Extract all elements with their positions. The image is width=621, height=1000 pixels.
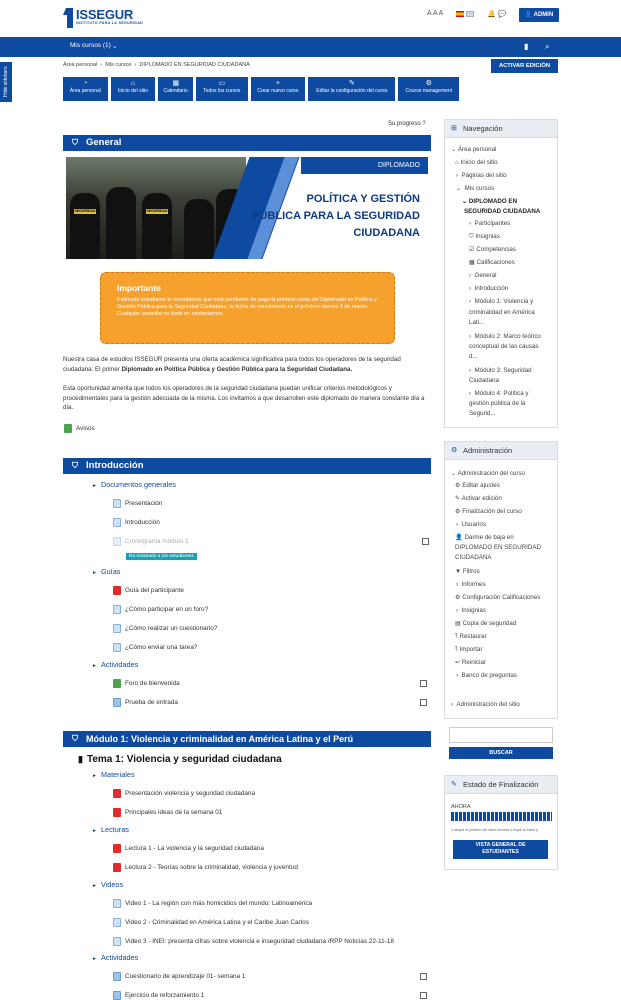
filter-icon: ▼	[455, 568, 462, 575]
completion-checkbox[interactable]	[420, 973, 427, 980]
progress-hint: Coloque el puntero del ratón encima o toque la barra p	[451, 828, 539, 832]
url-icon	[113, 937, 121, 946]
nav-item-current-course-2[interactable]: SEGURIDAD CIUDADANA	[464, 208, 541, 215]
gear-icon: ⚙	[455, 594, 461, 601]
activity-name: Presentación violencia y seguridad ciudadana	[125, 790, 256, 798]
section-title: Introducción	[86, 460, 144, 471]
gear-icon: ⚙	[455, 482, 461, 489]
toolbar-dashboard-button[interactable]	[63, 77, 108, 101]
section-modulo1-header	[63, 731, 431, 747]
my-courses-menu[interactable]: Mis cursos (1)	[70, 42, 111, 49]
admin-label: Darme de baja en	[464, 534, 514, 541]
brand-tagline: INSTITUTO PARA LA SEGURIDAD	[76, 21, 144, 25]
notice-title: Importante	[117, 283, 161, 293]
subsection-actividades[interactable]	[92, 660, 138, 669]
admin-label: Administración del sitio	[456, 701, 520, 708]
list-item[interactable]	[113, 537, 189, 546]
shield-icon: ⛉	[469, 233, 474, 240]
admin-label: Administración del curso	[457, 470, 525, 477]
activity-name: Introducción	[125, 519, 160, 527]
completion-progress-bar[interactable]	[451, 812, 552, 821]
progress-label	[388, 121, 426, 127]
subsection-label: Videos	[100, 880, 124, 889]
avisos-link[interactable]	[64, 424, 95, 433]
nav-item[interactable]: ⌄ Mis cursos	[456, 185, 495, 192]
admin-label: Copia de seguridad	[462, 620, 517, 627]
nav-label: General	[474, 272, 497, 279]
user-icon: 👤	[524, 12, 534, 18]
sitemap-icon: ⊞	[451, 125, 457, 132]
top-header	[0, 0, 621, 37]
nav-item[interactable]: › Páginas del sitio	[456, 172, 507, 179]
language-flags	[456, 11, 474, 17]
activity-name: Cronograma módulo 1	[125, 538, 189, 546]
document-icon	[113, 537, 121, 546]
activity-name: Presentación	[125, 500, 163, 508]
section-general-header	[63, 135, 431, 151]
notifications	[487, 10, 506, 18]
block-title: Navegación	[463, 124, 503, 133]
button-label: VISTA GENERAL DE	[475, 842, 526, 848]
nav-label: DIPLOMADO EN	[468, 198, 518, 205]
activity-name: ¿Cómo participar en un foro?	[125, 606, 209, 614]
nav-item[interactable]: › Participantes	[469, 220, 511, 227]
progress-text: Su progreso	[388, 121, 421, 127]
nav-item[interactable]	[469, 233, 500, 241]
intro-bold: Diplomado en Política Pública y Gestión Pública para la Seguridad Ciudadana.	[121, 365, 353, 373]
admin-item[interactable]	[455, 482, 500, 490]
section-introduccion-header	[63, 458, 431, 474]
list-item[interactable]	[113, 844, 264, 853]
course-toolbar	[63, 77, 459, 101]
subsection-label: Guías	[100, 567, 121, 576]
toolbar-course-settings-button[interactable]	[308, 77, 395, 101]
nav-item-cont[interactable]: conceptual de las causas	[469, 343, 539, 350]
breadcrumb-courses[interactable]: Mis cursos	[105, 62, 132, 68]
toolbar-label: Inicio del sitio	[117, 88, 148, 94]
intro-text: Nuestra casa de estudios ISSEGUR presenta una oferta académica significativa para todos los operadores de la seguridad ciudadana: El primer	[63, 356, 401, 373]
banner-line: CIUDADANA	[353, 227, 420, 239]
admin-item[interactable]	[455, 646, 483, 654]
now-marker: AHORA	[451, 804, 471, 810]
list-item[interactable]	[113, 643, 197, 652]
brand-logo[interactable]	[63, 8, 143, 30]
pencil-icon: ✎	[348, 80, 355, 87]
topic-label: Tema 1: Violencia y seguridad ciudadana	[86, 754, 282, 765]
toolbar-course-management-button[interactable]	[398, 77, 459, 101]
bookmark-icon: ▮	[78, 754, 83, 764]
nav-item[interactable]	[469, 259, 515, 267]
block-header	[445, 776, 557, 794]
caret-right-icon: ►	[92, 663, 97, 669]
activity-name: Video 2 - Criminalidad en América Latina y el Caribe Juan Carlos	[125, 919, 309, 927]
nav-label: Páginas del sitio	[461, 172, 507, 179]
admin-item[interactable]: › Usuarios	[456, 521, 486, 528]
plus-icon: +	[275, 80, 280, 87]
nav-label: Calificaciones	[476, 259, 515, 266]
url-icon	[113, 899, 121, 908]
nav-item[interactable]	[469, 246, 516, 254]
nav-label: Área personal	[457, 146, 497, 153]
user-menu-button[interactable]	[519, 8, 559, 22]
hide-sidebars-tab[interactable]: Hide sidebars	[0, 62, 12, 102]
admin-label: Banco de preguntas	[461, 672, 517, 679]
admin-item[interactable]	[455, 659, 486, 667]
breadcrumb: Área personal › Mis cursos › DIPLOMADO EN SEGURIDAD CIUDADANA	[63, 62, 250, 68]
nav-label: Módulo 2: Marco teórico	[474, 333, 541, 340]
activity-name: Video 1 - La región con más homicidios del mundo: Latinoamérica	[125, 900, 313, 908]
pdf-icon	[113, 789, 121, 798]
quiz-icon	[113, 698, 121, 707]
admin-label: Editar ajustes	[462, 482, 500, 489]
list-item[interactable]	[113, 991, 204, 1000]
help-icon[interactable]: ?	[422, 121, 426, 127]
list-item[interactable]	[113, 518, 160, 527]
admin-item[interactable]	[455, 633, 487, 641]
toolbar-label: Crear nuevo curso	[257, 88, 299, 94]
shield-icon: ⛉	[72, 461, 78, 470]
activity-name: Lectura 2 - Teorías sobre la criminalidad, violencia y juventud	[125, 864, 298, 872]
list-item[interactable]	[113, 899, 312, 908]
nav-item[interactable]: › Módulo 2: Marco teórico	[469, 333, 541, 340]
toolbar-new-course-button[interactable]	[251, 77, 306, 101]
pdf-icon	[113, 586, 121, 595]
subsection-label: Actividades	[100, 660, 139, 669]
completion-checkbox[interactable]	[422, 538, 429, 545]
nav-label: Módulo 4: Política y	[474, 390, 529, 397]
spain-flag-icon[interactable]	[456, 11, 464, 17]
block-title: Estado de Finalización	[463, 780, 539, 789]
nav-item[interactable]: › Módulo 1: Violencia y	[469, 298, 534, 305]
nav-label: Módulo 1: Violencia y	[474, 298, 534, 305]
toolbar-all-courses-button[interactable]	[196, 77, 248, 101]
caret-right-icon: ►	[92, 828, 97, 834]
bookmark-icon[interactable]: ▮	[524, 42, 529, 51]
nav-item-cont[interactable]: criminalidad en América	[469, 309, 535, 316]
subsection-videos[interactable]	[92, 880, 123, 889]
banner-title	[220, 191, 420, 242]
list-item[interactable]	[113, 972, 245, 981]
nav-item[interactable]: › Módulo 3: Seguridad	[469, 367, 532, 374]
list-item[interactable]	[113, 937, 394, 946]
nav-item[interactable]: › General	[469, 272, 497, 279]
list-item[interactable]	[113, 863, 298, 872]
admin-label: Filtros	[462, 568, 480, 575]
nav-bar	[0, 37, 621, 57]
admin-label: Usuarios	[461, 521, 486, 528]
quiz-icon	[113, 972, 121, 981]
font-size-switcher[interactable]: A A A	[427, 10, 444, 17]
button-label: ESTUDIANTES	[482, 849, 519, 855]
admin-label: Importar	[459, 646, 483, 653]
course-banner	[66, 157, 428, 259]
section-title: Módulo 1: Violencia y criminalidad en América Latina y el Perú	[86, 734, 354, 744]
nav-label: Insignias	[475, 233, 500, 240]
file-icon: ▤	[455, 620, 461, 627]
caret-right-icon: ►	[92, 883, 97, 889]
subsection-materiales[interactable]	[92, 770, 135, 779]
shield-icon: ⛉	[72, 734, 78, 743]
admin-item[interactable]: › Informes	[456, 581, 486, 588]
nav-label: Competencias	[476, 246, 516, 253]
pdf-icon	[113, 808, 121, 817]
document-icon	[113, 624, 121, 633]
gears-icon: ⚙	[425, 80, 432, 87]
activity-name: ¿Cómo enviar una tarea?	[125, 644, 198, 652]
nav-item-current-course[interactable]: ⌄ DIPLOMADO EN	[462, 198, 518, 205]
chevron-down-icon: ⌄	[112, 43, 118, 50]
caret-right-icon: ►	[92, 773, 97, 779]
list-item[interactable]	[113, 808, 222, 817]
completion-checkbox[interactable]	[420, 680, 427, 687]
admin-item[interactable]: › Administración del sitio	[451, 701, 520, 708]
list-item[interactable]	[113, 918, 309, 927]
nav-item[interactable]: ⌄ Área personal	[451, 146, 497, 153]
subsection-label: Lecturas	[100, 825, 129, 834]
admin-label: Reiniciar	[461, 659, 486, 666]
upload-icon: ⤒	[455, 633, 458, 640]
reply-icon: ↩	[455, 659, 461, 666]
logo-mark-icon	[63, 8, 73, 28]
subsection-label: Actividades	[100, 953, 139, 962]
calendar-icon: ▦	[172, 80, 179, 87]
search-button[interactable]: BUSCAR	[449, 747, 553, 759]
brand-name: ISSEGUR	[76, 7, 134, 22]
admin-label: Informes	[461, 581, 486, 588]
admin-item-cont[interactable]: CIUDADANA	[455, 554, 492, 561]
caret-right-icon: ►	[92, 570, 97, 576]
banner-line: POLÍTICA Y GESTIÓN	[306, 193, 420, 205]
toolbar-label: Course management	[405, 88, 453, 94]
admin-item[interactable]	[455, 495, 502, 503]
document-icon	[113, 643, 121, 652]
block-header	[445, 442, 557, 460]
nav-item[interactable]: ⌂ Inicio del sitio	[455, 159, 498, 166]
pin-icon: ✎	[451, 781, 457, 788]
upload-icon: ⤒	[455, 646, 458, 653]
admin-label: Configuración Calificaciones	[462, 594, 541, 601]
user-menu-label: ADMIN	[533, 12, 554, 18]
list-item[interactable]	[113, 624, 217, 633]
toolbar-label: Editar la configuración del curso	[316, 88, 388, 94]
nav-item-cont[interactable]: Ciudadana	[469, 377, 499, 384]
toolbar-calendar-button[interactable]	[158, 77, 193, 101]
activity-name: Guía del participante	[125, 587, 184, 595]
admin-label: Activar edición	[461, 495, 502, 502]
topic-title	[78, 754, 282, 765]
important-notice	[100, 272, 395, 344]
list-item[interactable]	[113, 605, 208, 614]
list-item[interactable]	[113, 586, 184, 595]
subsection-guias[interactable]	[92, 567, 120, 576]
nav-label: Mis cursos	[464, 185, 495, 192]
list-item[interactable]	[113, 789, 255, 798]
activity-name: Lectura 1 - La violencia y la seguridad ciudadana	[125, 845, 264, 853]
nav-label: Introducción	[474, 285, 509, 292]
activity-name: Video 3 - INEI: presenta cifras sobre violencia e inseguridad ciudadana /RPP Noticias 22-11-18	[125, 938, 394, 946]
speedometer-icon: ◔	[83, 80, 88, 87]
check-icon: ☑	[469, 246, 475, 253]
quiz-icon	[113, 991, 121, 1000]
list-item[interactable]	[113, 679, 180, 688]
activity-name: Ejercicio de reforzamiento 1	[125, 992, 205, 1000]
section-title: General	[86, 137, 122, 148]
admin-item[interactable]	[455, 620, 516, 628]
subsection-label: Materiales	[100, 770, 135, 779]
nav-label: Inicio del sitio	[460, 159, 498, 166]
toolbar-home-button[interactable]	[111, 77, 156, 101]
toolbar-label: Todos los cursos	[203, 88, 241, 94]
search-icon[interactable]: ⌕	[545, 42, 550, 51]
list-item[interactable]	[113, 499, 162, 508]
url-icon	[113, 918, 121, 927]
chat-icon[interactable]: 💬	[497, 11, 507, 18]
pdf-icon	[113, 844, 121, 853]
block-header	[445, 120, 557, 138]
shield-icon: ⛉	[72, 138, 78, 147]
admin-search-input[interactable]	[449, 727, 553, 743]
completion-checkbox[interactable]	[420, 699, 427, 706]
hidden-badge: No mostrado a los estudiantes	[126, 553, 197, 560]
admin-item-cont[interactable]: DIPLOMADO EN SEGURIDAD	[455, 544, 541, 551]
list-item[interactable]	[113, 698, 178, 707]
admin-item[interactable]: › Banco de preguntas	[456, 672, 517, 679]
nav-item-cont[interactable]: Segurid...	[469, 410, 496, 417]
gears-icon: ⚙	[451, 447, 458, 454]
subsection-actividades-m1[interactable]	[92, 953, 138, 962]
admin-item[interactable]	[455, 594, 540, 602]
breadcrumb-home[interactable]: Área personal	[63, 62, 98, 68]
admin-item[interactable]	[455, 534, 514, 542]
document-icon	[113, 499, 121, 508]
students-overview-button[interactable]	[453, 840, 548, 859]
gear-icon: ⚙	[455, 508, 461, 515]
nav-item-cont[interactable]: Lati...	[469, 319, 485, 326]
admin-item[interactable]: › Insignias	[456, 607, 486, 614]
vest-label: SEGURIDAD	[146, 209, 168, 213]
admin-item[interactable]	[455, 568, 480, 576]
forum-icon	[64, 424, 72, 433]
breadcrumb-current[interactable]: DIPLOMADO EN SEGURIDAD CIUDADANA	[139, 62, 250, 68]
nav-label: Participantes	[474, 220, 511, 227]
nav-item[interactable]: › Módulo 4: Política y	[469, 390, 529, 397]
nav-item[interactable]: › Introducción	[469, 285, 509, 292]
document-icon	[113, 605, 121, 614]
admin-item[interactable]	[455, 508, 522, 516]
home-icon: ⌂	[130, 80, 136, 87]
activity-name: Foro de bienvenida	[125, 680, 180, 688]
admin-label: Insignias	[461, 607, 486, 614]
uk-flag-icon[interactable]	[466, 11, 474, 17]
document-icon	[113, 518, 121, 527]
toolbar-label: Calendario	[163, 88, 188, 94]
subsection-lecturas[interactable]	[92, 825, 129, 834]
user-icon: 👤	[455, 534, 463, 541]
notice-text: Estimado estudiante le recordamos que está pendiente de pago la primera cuota del Diplomado en Política y Gestión Pública para la Seguridad Ciudadana, la fecha de vencimiento es el próximo viernes 6 de marzo. Cualquier consulta no dude en contactarnos.	[117, 297, 377, 317]
nav-label: Módulo 3: Seguridad	[474, 367, 532, 374]
nav-item-cont[interactable]: gestión pública de la	[469, 400, 526, 407]
nav-item-cont[interactable]: d...	[469, 353, 478, 360]
toolbar-label: Área personal	[69, 88, 101, 94]
activity-name: Prueba de entrada	[125, 699, 178, 707]
activity-name: Avisos	[76, 425, 95, 433]
banner-line: PÚBLICA PARA LA SEGURIDAD	[252, 210, 420, 222]
banner-tag: DIPLOMADO	[301, 157, 428, 174]
folder-icon: ▭	[218, 80, 226, 87]
intro-paragraph-2: Esta oportunidad amerita que todos los operadores de la seguridad ciudadana puedan unificar criterios metodológicos y procedimentales para la gestión adecuada de la misma. Los invitamos a que desarrollen este diplomado de manera constante día a día.	[63, 385, 425, 411]
subsection-label: Documentos generales	[100, 480, 176, 489]
activity-name: Cuestionario de aprendizaje 01- semana 1	[125, 973, 246, 981]
admin-label: Restaurar	[459, 633, 487, 640]
pencil-icon: ✎	[455, 495, 461, 502]
admin-label: Finalización del curso	[462, 508, 522, 515]
bell-icon[interactable]: 🔔	[487, 11, 496, 18]
intro-paragraph-1	[63, 355, 431, 374]
caret-right-icon: ►	[92, 956, 97, 962]
pdf-icon	[113, 863, 121, 872]
activity-name: Principales ideas de la semana 01	[125, 809, 223, 817]
caret-right-icon: ►	[92, 483, 97, 489]
vest-label: SEGURIDAD	[74, 209, 96, 213]
subsection-documentos[interactable]	[92, 480, 176, 489]
activity-name: ¿Cómo realizar un cuestionario?	[125, 625, 218, 633]
block-title: Administración	[463, 446, 513, 455]
forum-icon	[113, 679, 121, 688]
table-icon: ▦	[469, 259, 475, 266]
activate-editing-button[interactable]: ACTIVAR EDICIÓN	[491, 59, 558, 73]
admin-item[interactable]: ⌄ Administración del curso	[451, 470, 525, 477]
completion-checkbox[interactable]	[420, 992, 427, 999]
